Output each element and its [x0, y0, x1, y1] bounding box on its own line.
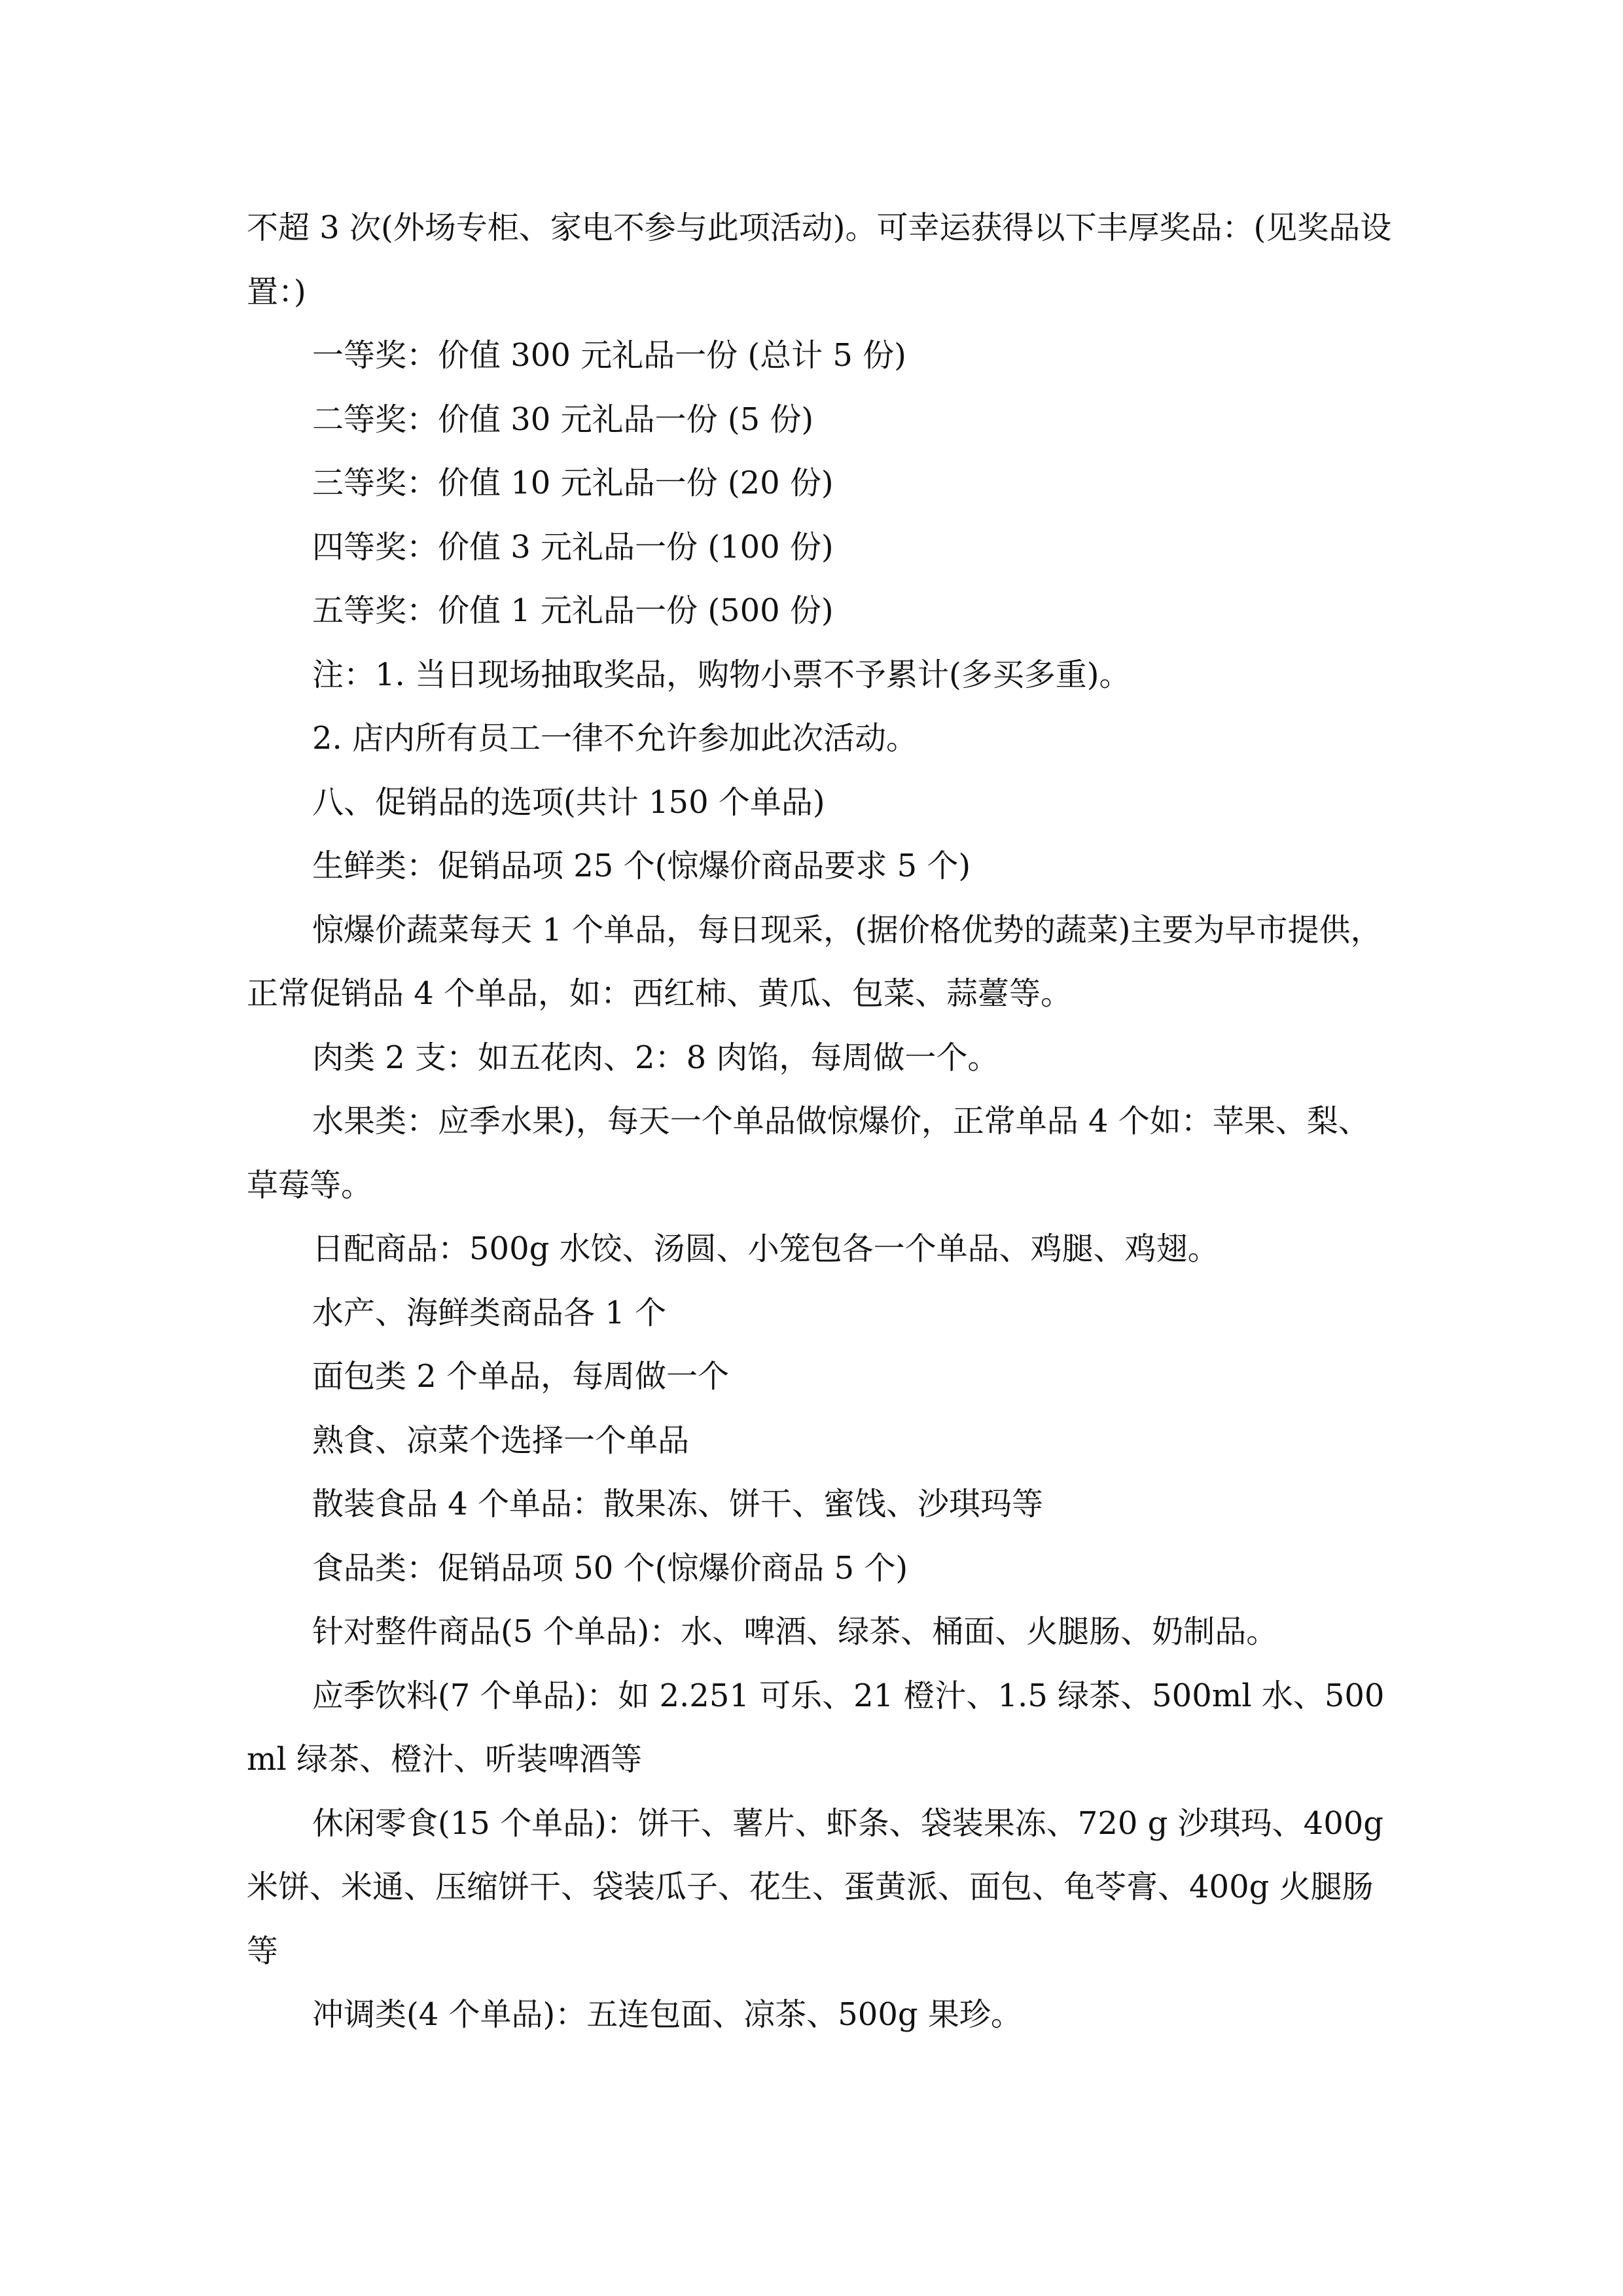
paragraph-bulk-food: 散装食品 4 个单品：散果冻、饼干、蜜饯、沙琪玛等 — [312, 1486, 1044, 1522]
paragraph-fruit: 水果类：应季水果)，每天一个单品做惊爆价，正常单品 4 个如：苹果、梨、草莓等。 — [247, 1103, 1370, 1204]
paragraph-daily-goods: 日配商品：500g 水饺、汤圆、小笼包各一个单品、鸡腿、鸡翅。 — [312, 1230, 1219, 1267]
paragraph-bread: 面包类 2 个单品，每周做一个 — [312, 1358, 730, 1395]
paragraph-deli: 熟食、凉菜个选择一个单品 — [312, 1422, 690, 1459]
document-body — [247, 196, 1399, 2047]
paragraph-meat: 肉类 2 支：如五花肉、2：8 肉馅，每周做一个。 — [312, 1039, 999, 1076]
paragraph-snacks: 休闲零食(15 个单品)：饼干、薯片、虾条、袋装果冻、720 g 沙琪玛、400g 米饼、米通、压缩饼干、袋装瓜子、花生、蛋黄派、面包、龟苓膏、400g 火腿肠等 — [247, 1804, 1383, 1969]
paragraph-note-1: 注：1. 当日现场抽取奖品，购物小票不予累计(多买多重)。 — [312, 656, 1131, 693]
paragraph-food-category: 食品类：促销品项 50 个(惊爆价商品 5 个) — [312, 1549, 908, 1587]
paragraph-seafood: 水产、海鲜类商品各 1 个 — [312, 1294, 667, 1331]
paragraph-instant-drinks: 冲调类(4 个单品)：五连包面、凉茶、500g 果珍。 — [312, 1996, 1022, 2033]
paragraph-fifth-prize: 五等奖：价值 1 元礼品一份 (500 份) — [312, 592, 834, 629]
paragraph-third-prize: 三等奖：价值 10 元礼品一份 (20 份) — [312, 465, 834, 501]
paragraph-prize-intro: 不超 3 次(外场专柜、家电不参与此项活动)。可幸运获得以下丰厚奖品：(见奖品设置：) — [247, 209, 1392, 310]
paragraph-first-prize: 一等奖：价值 300 元礼品一份 (总计 5 份) — [312, 337, 906, 374]
paragraph-fourth-prize: 四等奖：价值 3 元礼品一份 (100 份) — [312, 528, 834, 565]
paragraph-second-prize: 二等奖：价值 30 元礼品一份 (5 份) — [312, 401, 814, 438]
paragraph-seasonal-drinks: 应季饮料(7 个单品)：如 2.251 可乐、21 橙汁、1.5 绿茶、500ml 水、500ml 绿茶、橙汁、听装啤酒等 — [247, 1677, 1385, 1778]
paragraph-note-2: 2. 店内所有员工一律不允许参加此次活动。 — [312, 720, 918, 757]
paragraph-case-goods: 针对整件商品(5 个单品)：水、啤酒、绿茶、桶面、火腿肠、奶制品。 — [312, 1613, 1278, 1650]
paragraph-vegetables: 惊爆价蔬菜每天 1 个单品，每日现采，(据价格优势的蔬菜)主要为早市提供，正常促销品 4 个单品，如：西红柿、黄瓜、包菜、蒜薹等。 — [247, 911, 1382, 1012]
section-heading-promo-items: 八、促销品的选项(共计 150 个单品) — [312, 783, 825, 821]
paragraph-fresh-category: 生鲜类：促销品项 25 个(惊爆价商品要求 5 个) — [312, 848, 971, 884]
